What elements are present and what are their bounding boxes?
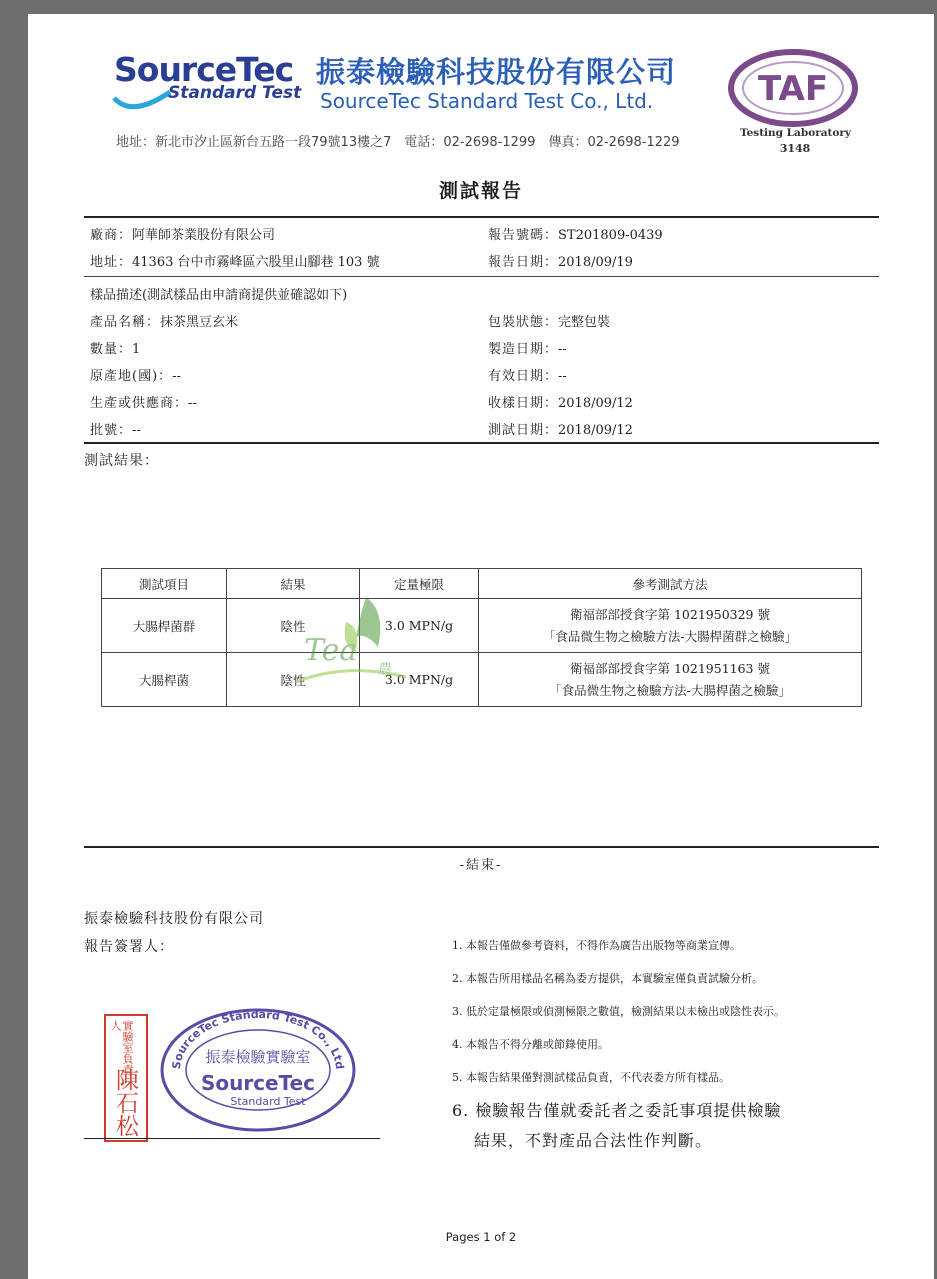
svg-text:振泰檢驗實驗室: 振泰檢驗實驗室	[205, 1048, 311, 1066]
svg-text:農: 農	[378, 662, 392, 678]
cell-limit: 3.0 MPN/g	[360, 653, 479, 707]
divider	[84, 276, 879, 277]
svg-text:SourceTec: SourceTec	[200, 1071, 316, 1095]
taf-caption: Testing Laboratory	[740, 127, 852, 139]
note-item: 2. 本報告所用樣品名稱為委方提供，本實驗室僅負責試驗分析。	[452, 972, 763, 985]
end-label: -結束-	[459, 858, 503, 873]
svg-text:SourceTec Standard Test Co., L: SourceTec Standard Test Co., Ltd	[169, 1007, 347, 1070]
divider	[84, 846, 879, 848]
notes-list	[452, 929, 785, 1156]
results-heading: 測試結果：	[84, 453, 159, 469]
mfg-date-field: 製造日期：--	[488, 342, 567, 357]
sign-person-label: 報告簽署人：	[84, 939, 174, 955]
divider	[84, 442, 879, 444]
received-date-field: 收樣日期：2018/09/12	[488, 396, 633, 411]
cell-item: 大腸桿菌	[102, 653, 227, 707]
col-result: 結果	[227, 569, 360, 599]
svg-text:Tea: Tea	[304, 633, 358, 668]
cell-reference: 衛福部部授食字第 1021951163 號 「食品微生物之檢驗方法-大腸桿菌之檢驗」	[479, 653, 862, 707]
exp-date-field: 有效日期：--	[488, 369, 567, 384]
results-table	[101, 568, 862, 707]
sourcetec-logo-text: SourceTec	[114, 50, 294, 89]
company-name-zh: 振泰檢驗科技股份有限公司	[316, 55, 677, 89]
taf-logo-icon	[728, 48, 858, 128]
svg-text:Standard Test: Standard Test	[230, 1095, 306, 1108]
address-field: 地址：41363 台中市霧峰區六股里山腳巷 103 號	[90, 255, 380, 270]
company-address: 地址：新北市汐止區新台五路一段79號13樓之7 電話：02-2698-1299 傳真：02-2698-1229	[116, 135, 680, 150]
client-value: 阿華師茶業股份有限公司	[132, 228, 276, 243]
note-item-6: 6. 檢驗報告僅就委託者之委託事項提供檢驗 結果，不對產品合法性作判斷。	[452, 1101, 782, 1150]
report-page	[28, 14, 934, 1279]
divider	[84, 216, 879, 218]
company-name-en: SourceTec Standard Test Co., Ltd.	[320, 89, 654, 113]
note-item: 1. 本報告僅做參考資料，不得作為廣告出版物等商業宣傳。	[452, 939, 741, 952]
logo-standard-test: Standard Test	[168, 83, 302, 103]
origin-field: 原產地(國)：--	[90, 369, 181, 384]
test-date-field: 測試日期：2018/09/12	[488, 423, 633, 438]
cell-result: 陰性	[227, 653, 360, 707]
table-header-row	[102, 569, 862, 599]
batch-field: 批號：--	[90, 423, 141, 438]
col-test-item: 測試項目	[102, 569, 227, 599]
col-limit: 定量極限	[360, 569, 479, 599]
col-reference: 參考測試方法	[479, 569, 862, 599]
cell-item: 大腸桿菌群	[102, 599, 227, 653]
supplier-field: 生產或供應商：--	[90, 396, 197, 411]
report-no-value: ST201809-0439	[558, 228, 663, 243]
report-title: 測試報告	[438, 180, 523, 202]
taf-number: 3148	[779, 142, 811, 155]
table-row	[102, 653, 862, 707]
red-seal-stamp: 實驗室負責人 陳石松	[104, 1014, 148, 1142]
cell-reference: 衛福部部授食字第 1021950329 號 「食品微生物之檢驗方法-大腸桿菌群之檢驗」	[479, 599, 862, 653]
report-date-value: 2018/09/19	[558, 255, 633, 270]
packing-field: 包裝狀態：完整包裝	[488, 315, 611, 330]
cell-limit: 3.0 MPN/g	[360, 599, 479, 653]
report-date-field: 報告日期：2018/09/19	[488, 255, 633, 270]
table-row	[102, 599, 862, 653]
note-item: 4. 本報告不得分離或節錄使用。	[452, 1038, 609, 1051]
quantity-field: 數量：1	[90, 342, 141, 357]
client-field: 廠商：阿華師茶業股份有限公司	[90, 228, 276, 243]
sign-company: 振泰檢驗科技股份有限公司	[84, 911, 264, 927]
svg-text:TAF: TAF	[757, 69, 829, 109]
cell-result: 陰性	[227, 599, 360, 653]
note-item: 5. 本報告結果僅對測試樣品負責，不代表委方所有樣品。	[452, 1071, 730, 1084]
lab-stamp-icon	[158, 1002, 358, 1132]
tea-watermark-icon	[286, 592, 416, 692]
product-name-field: 產品名稱：抹茶黑豆玄米	[90, 315, 239, 330]
address-value: 41363 台中市霧峰區六股里山腳巷 103 號	[132, 255, 380, 270]
report-no-field: 報告號碼：ST201809-0439	[488, 228, 663, 243]
logo-swoosh-icon	[112, 84, 172, 114]
sample-heading: 樣品描述(測試樣品由申請商提供並確認如下)	[90, 288, 348, 303]
note-item: 3. 低於定量極限或偵測極限之數值，檢測結果以未檢出或陰性表示。	[452, 1005, 785, 1018]
signature-line	[84, 1138, 380, 1139]
page-number: Pages 1 of 2	[445, 1230, 517, 1244]
